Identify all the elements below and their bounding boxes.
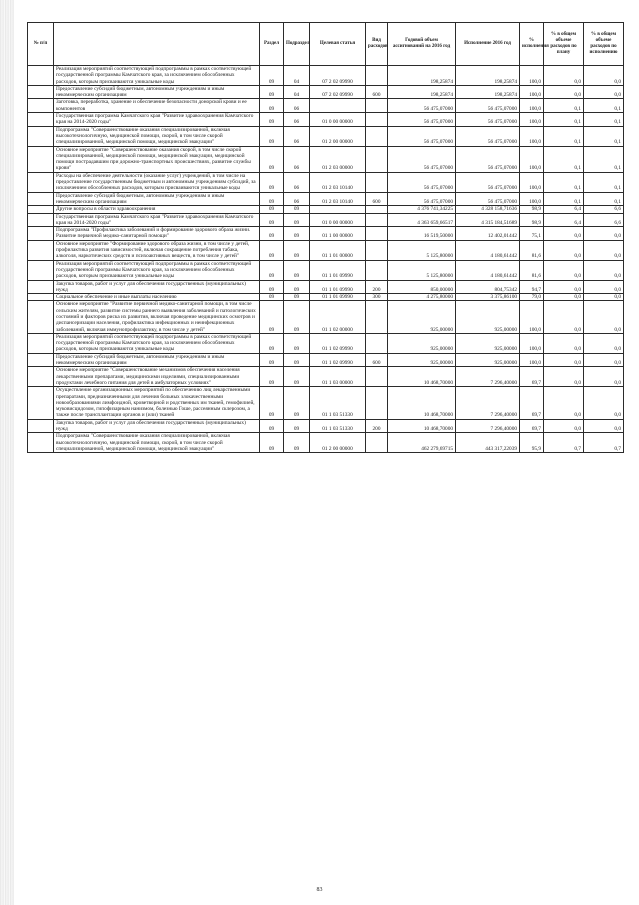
cell-num [28,172,54,192]
cell-podrazdel: 09 [284,206,310,213]
cell-cel: 01 1 01 09990 [310,294,366,301]
cell-share-plan: 0,0 [544,367,584,387]
cell-share-plan: 0,1 [544,172,584,192]
page-number: 83 [316,887,323,893]
cell-ispoln: 4 328 158,71636 [456,206,520,213]
cell-plan: 4 363 659,66517 [388,213,456,227]
cell-pct: 100,0 [520,113,544,127]
cell-pct: 69,7 [520,387,544,419]
cell-razdel: 09 [260,192,284,206]
cell-name: Осуществление организационных мероприятий по обеспечению лиц лекарственными препаратами, предназначенными для лечения больных злокачественными новообразованиями лимфоидной, кроветворной и родственных им тканей, гемофилией, муковисцидозом, гипофизарным нанизмом, болезнью Гоше, рассеянным склерозом, а также после трансплантации органов и (или) тканей [54,387,260,419]
cell-name: Реализация мероприятий соответствующей подпрограммы в рамках соответствующей государственной программы Камчатского края, за исключением обособленных расходов, которым присваиваются уникальные коды [54,66,260,86]
cell-num [28,126,54,146]
col-header-vid: Вид расходов [366,23,388,66]
cell-ispoln: 925,00000 [456,353,520,367]
cell-cel: 01 2 03 00000 [310,146,366,172]
cell-name: Основное мероприятие "Формирование здорового образа жизни, в том числе у детей, профилактика развития зависимостей, включая сокращение потребления табака, алкоголя, наркотических средств и психоактивных веществ, в том числе у детей" [54,240,260,260]
cell-razdel: 09 [260,280,284,294]
cell-share-fact: 0,0 [584,66,624,86]
cell-ispoln: 925,00000 [456,333,520,353]
table-body [28,66,624,453]
cell-name: Другие вопросы в области здравоохранения [54,206,260,213]
cell-pct: 98,9 [520,206,544,213]
cell-razdel: 09 [260,85,284,99]
cell-ispoln: 3 375,86100 [456,294,520,301]
cell-ispoln: 198,25874 [456,66,520,86]
cell-pct: 75,1 [520,227,544,241]
cell-cel: 01 1 02 00000 [310,301,366,333]
cell-plan: 10 468,70000 [388,419,456,433]
cell-cel: 01 2 03 10140 [310,172,366,192]
cell-ispoln: 56 475,07000 [456,172,520,192]
cell-plan: 10 468,70000 [388,387,456,419]
cell-plan: 198,25874 [388,85,456,99]
cell-num [28,113,54,127]
table-row [28,433,624,453]
cell-ispoln: 12 402,01442 [456,227,520,241]
cell-razdel: 09 [260,333,284,353]
table-row [28,85,624,99]
cell-vid [366,172,388,192]
cell-vid: 600 [366,85,388,99]
cell-share-fact: 0,1 [584,146,624,172]
cell-podrazdel: 04 [284,85,310,99]
cell-name: Расходы на обеспечение деятельности (оказание услуг) учреждений, в том числе на предоставление государственным бюджетным и автономным учреждениям субсидий, за исключением обособленных расходов, которым присваиваются уникальные коды [54,172,260,192]
cell-pct: 94,7 [520,280,544,294]
table-row [28,333,624,353]
cell-vid: 200 [366,280,388,294]
cell-pct: 95,9 [520,433,544,453]
cell-vid [366,146,388,172]
cell-num [28,227,54,241]
table-row [28,387,624,419]
cell-num [28,146,54,172]
cell-plan: 56 475,07000 [388,172,456,192]
cell-razdel: 09 [260,419,284,433]
cell-razdel: 09 [260,433,284,453]
cell-vid [366,333,388,353]
cell-share-plan: 0,0 [544,419,584,433]
cell-ispoln: 804,75342 [456,280,520,294]
col-header-plan: Годовой объем ассигнований на 2016 год [388,23,456,66]
cell-podrazdel: 09 [284,294,310,301]
cell-ispoln: 443 317,22039 [456,433,520,453]
cell-share-plan: 0,0 [544,353,584,367]
cell-vid [366,301,388,333]
cell-num [28,333,54,353]
cell-pct: 100,0 [520,301,544,333]
cell-plan: 16 519,50000 [388,227,456,241]
table-row [28,66,624,86]
cell-ispoln: 7 296,40000 [456,419,520,433]
table-row [28,126,624,146]
cell-plan: 4 376 741,34225 [388,206,456,213]
cell-razdel: 09 [260,301,284,333]
cell-vid [366,240,388,260]
table-row [28,146,624,172]
cell-share-plan: 0,0 [544,280,584,294]
cell-razdel: 09 [260,367,284,387]
table-row [28,294,624,301]
cell-share-plan: 0,0 [544,294,584,301]
cell-pct: 81,6 [520,240,544,260]
table-row [28,213,624,227]
cell-ispoln: 56 475,07000 [456,113,520,127]
cell-num [28,367,54,387]
cell-ispoln: 7 296,40000 [456,387,520,419]
cell-name: Подпрограмма "Совершенствование оказания специализированной, включая высокотехнологичную, медицинской помощи, скорой, в том числе скорой специализированной, медицинской помощи, медицинской эвакуации" [54,433,260,453]
cell-plan: 5 125,80000 [388,240,456,260]
cell-num [28,280,54,294]
cell-podrazdel: 06 [284,172,310,192]
cell-pct: 100,0 [520,66,544,86]
table-row [28,192,624,206]
cell-num [28,301,54,333]
cell-podrazdel: 04 [284,66,310,86]
cell-share-plan: 0,1 [544,113,584,127]
cell-ispoln: 4 315 184,51689 [456,213,520,227]
table-row [28,172,624,192]
cell-ispoln: 56 475,07000 [456,192,520,206]
cell-podrazdel: 09 [284,419,310,433]
cell-share-fact: 0,1 [584,192,624,206]
cell-name: Основное мероприятие "Совершенствование оказания скорой, в том числе скорой специализированной, медицинской помощи, медицинской эвакуации, медицинской помощи пострадавшим при дорожно-транспортных происшествиях, развитие службы крови" [54,146,260,172]
cell-plan: 925,00000 [388,301,456,333]
cell-razdel: 09 [260,146,284,172]
cell-plan: 925,00000 [388,353,456,367]
cell-podrazdel: 09 [284,333,310,353]
cell-name: Реализация мероприятий соответствующей подпрограммы в рамках соответствующей государственной программы Камчатского края, за исключением обособленных расходов, которым присваиваются уникальные коды [54,333,260,353]
cell-num [28,294,54,301]
cell-podrazdel: 06 [284,146,310,172]
cell-vid [366,66,388,86]
cell-podrazdel: 09 [284,280,310,294]
col-header-razdel: Раздел [260,23,284,66]
cell-ispoln: 198,25874 [456,85,520,99]
cell-ispoln: 7 296,40000 [456,367,520,387]
cell-num [28,260,54,280]
table-row [28,367,624,387]
cell-pct: 100,0 [520,172,544,192]
cell-razdel: 09 [260,294,284,301]
cell-podrazdel: 06 [284,113,310,127]
cell-cel: 01 0 00 00000 [310,213,366,227]
cell-cel: 01 1 01 00000 [310,240,366,260]
cell-cel: 01 1 02 09990 [310,353,366,367]
cell-plan: 10 468,70000 [388,367,456,387]
cell-cel: 01 2 03 10140 [310,192,366,206]
budget-table [27,22,624,453]
table-header-row [28,23,624,66]
cell-share-plan: 0,1 [544,99,584,113]
cell-cel [310,206,366,213]
cell-share-fact: 0,0 [584,240,624,260]
cell-share-fact: 0,0 [584,387,624,419]
col-header-podrazdel: Подраздел [284,23,310,66]
cell-share-fact: 0,0 [584,294,624,301]
cell-name: Реализация мероприятий соответствующей подпрограммы в рамках соответствующей государственной программы Камчатского края, за исключением обособленных расходов, которым присваиваются уникальные коды [54,260,260,280]
cell-cel: 07 2 02 09990 [310,85,366,99]
cell-cel: 01 1 02 09990 [310,333,366,353]
cell-podrazdel: 09 [284,260,310,280]
cell-share-plan: 0,0 [544,85,584,99]
cell-pct: 69,7 [520,367,544,387]
col-header-share-plan: % в общем объеме расходов по плану [544,23,584,66]
cell-cel: 01 1 00 00000 [310,227,366,241]
cell-pct: 100,0 [520,192,544,206]
col-header-cel: Целевая статья [310,23,366,66]
cell-razdel: 09 [260,227,284,241]
cell-num [28,99,54,113]
col-header-name [54,23,260,66]
col-header-share-fact: % в общем объеме расходов по исполнению [584,23,624,66]
cell-num [28,192,54,206]
cell-pct: 81,6 [520,260,544,280]
cell-ispoln: 925,00000 [456,301,520,333]
cell-ispoln: 4 180,61442 [456,260,520,280]
col-header-pct: % исполнения [520,23,544,66]
cell-num [28,387,54,419]
cell-share-fact: 0,0 [584,85,624,99]
cell-name: Закупка товаров, работ и услуг для обеспечения государственных (муниципальных) нужд [54,280,260,294]
cell-podrazdel: 09 [284,213,310,227]
cell-num [28,240,54,260]
cell-vid: 300 [366,294,388,301]
cell-vid [366,113,388,127]
cell-razdel: 09 [260,126,284,146]
col-header-ispoln: Исполнение 2016 год [456,23,520,66]
cell-pct: 100,0 [520,99,544,113]
cell-share-fact: 0,1 [584,126,624,146]
cell-share-plan: 0,0 [544,66,584,86]
cell-share-fact: 0,0 [584,367,624,387]
cell-share-plan: 6,4 [544,213,584,227]
cell-plan: 56 475,07000 [388,113,456,127]
cell-share-fact: 0,1 [584,172,624,192]
cell-razdel: 09 [260,113,284,127]
cell-cel: 01 1 03 51330 [310,387,366,419]
cell-name: Государственная программа Камчатского края "Развитие здравоохранения Камчатского края на 2014-2020 годы" [54,213,260,227]
cell-cel: 01 2 00 00000 [310,126,366,146]
cell-vid: 600 [366,192,388,206]
cell-num [28,66,54,86]
cell-razdel: 09 [260,353,284,367]
cell-plan: 56 475,07000 [388,146,456,172]
cell-cel: 01 1 03 51330 [310,419,366,433]
table-row [28,260,624,280]
cell-share-fact: 0,0 [584,260,624,280]
cell-name: Предоставление субсидий бюджетным, автономным учреждениям и иным некоммерческим организациям [54,192,260,206]
cell-name: Заготовка, переработка, хранение и обеспечение безопасности донорской крови и ее компонентов [54,99,260,113]
cell-plan: 56 475,07000 [388,99,456,113]
cell-share-plan: 0,0 [544,387,584,419]
cell-podrazdel: 06 [284,126,310,146]
table-row [28,301,624,333]
cell-ispoln: 56 475,07000 [456,99,520,113]
table-row [28,419,624,433]
cell-pct: 100,0 [520,333,544,353]
cell-share-fact: 0,0 [584,301,624,333]
cell-plan: 925,00000 [388,333,456,353]
cell-vid [366,367,388,387]
cell-name: Закупка товаров, работ и услуг для обеспечения государственных (муниципальных) нужд [54,419,260,433]
cell-share-plan: 0,0 [544,240,584,260]
cell-name: Основное мероприятие "Развитие первичной медико-санитарной помощи, в том числе сельским жителям, развитие системы раннего выявления заболеваний и патологических состояний и факторов риска их развития, включая проведение медицинских осмотров и диспансеризации населения, профилактика инфекционных и неинфекционных заболеваний, включая иммунопрофилактику, в том числе у детей" [54,301,260,333]
cell-plan: 198,25874 [388,66,456,86]
cell-share-fact: 0,0 [584,227,624,241]
cell-podrazdel: 09 [284,353,310,367]
cell-pct: 79,0 [520,294,544,301]
cell-plan: 5 125,80000 [388,260,456,280]
cell-cel: 01 2 00 00000 [310,433,366,453]
cell-name: Государственная программа Камчатского края "Развитие здравоохранения Камчатского края на 2014-2020 годы" [54,113,260,127]
cell-share-fact: 0,7 [584,433,624,453]
cell-podrazdel: 06 [284,99,310,113]
cell-share-plan: 0,1 [544,192,584,206]
table-row [28,353,624,367]
cell-plan: 56 475,07000 [388,126,456,146]
cell-ispoln: 56 475,07000 [456,126,520,146]
cell-podrazdel: 09 [284,240,310,260]
cell-num [28,353,54,367]
table-row [28,280,624,294]
cell-share-plan: 0,0 [544,333,584,353]
cell-share-fact: 0,0 [584,353,624,367]
cell-plan: 4 275,80000 [388,294,456,301]
cell-pct: 100,0 [520,85,544,99]
table-row [28,206,624,213]
cell-share-fact: 0,0 [584,333,624,353]
cell-share-plan: 0,0 [544,260,584,280]
cell-name: Социальное обеспечение и иные выплаты населению [54,294,260,301]
cell-share-fact: 6,6 [584,206,624,213]
cell-podrazdel: 09 [284,387,310,419]
cell-pct: 98,9 [520,213,544,227]
cell-plan: 850,00000 [388,280,456,294]
cell-name: Основное мероприятие "Совершенствование механизмов обеспечения населения лекарственными препаратами, медицинскими изделиями, специализированными продуктами лечебного питания для детей в амбулаторных условиях" [54,367,260,387]
cell-razdel: 09 [260,66,284,86]
cell-cel: 01 1 03 00000 [310,367,366,387]
cell-plan: 462 279,69715 [388,433,456,453]
cell-razdel: 09 [260,99,284,113]
cell-share-plan: 0,1 [544,146,584,172]
cell-vid [366,213,388,227]
cell-ispoln: 4 180,61442 [456,240,520,260]
cell-razdel: 09 [260,172,284,192]
cell-share-fact: 0,1 [584,99,624,113]
cell-vid: 200 [366,419,388,433]
cell-num [28,213,54,227]
cell-share-plan: 0,0 [544,301,584,333]
cell-share-plan: 0,0 [544,227,584,241]
cell-name: Подпрограмма "Совершенствование оказания специализированной, включая высокотехнологичную, медицинской помощи, скорой, в том числе скорой специализированной, медицинской помощи, медицинской эвакуации" [54,126,260,146]
cell-name: Предоставление субсидий бюджетным, автономным учреждениям и иным некоммерческим организациям [54,353,260,367]
cell-podrazdel: 09 [284,301,310,333]
cell-razdel: 09 [260,260,284,280]
cell-pct: 100,0 [520,126,544,146]
cell-vid [366,387,388,419]
cell-share-plan: 0,1 [544,126,584,146]
cell-cel: 01 0 00 00000 [310,113,366,127]
cell-vid [366,433,388,453]
table-row [28,99,624,113]
cell-pct: 69,7 [520,419,544,433]
cell-vid [366,99,388,113]
cell-num [28,433,54,453]
cell-razdel: 09 [260,240,284,260]
cell-cel [310,99,366,113]
cell-share-fact: 0,1 [584,113,624,127]
col-header-num: № п/п [28,23,54,66]
cell-razdel: 09 [260,206,284,213]
cell-cel: 01 1 01 09990 [310,260,366,280]
cell-share-fact: 6,6 [584,213,624,227]
cell-share-fact: 0,0 [584,419,624,433]
cell-name: Подпрограмма "Профилактика заболеваний и формирование здорового образа жизни. Развитие первичной медико-санитарной помощи" [54,227,260,241]
cell-num [28,85,54,99]
cell-num [28,419,54,433]
cell-share-plan: 6,4 [544,206,584,213]
cell-plan: 56 475,07000 [388,192,456,206]
cell-ispoln: 56 475,07000 [456,146,520,172]
cell-vid: 600 [366,353,388,367]
table-row [28,113,624,127]
cell-cel: 07 2 02 09990 [310,66,366,86]
cell-share-fact: 0,0 [584,280,624,294]
cell-podrazdel: 09 [284,433,310,453]
cell-vid [366,227,388,241]
cell-podrazdel: 06 [284,192,310,206]
cell-razdel: 09 [260,387,284,419]
cell-podrazdel: 09 [284,227,310,241]
cell-vid [366,260,388,280]
cell-cel: 01 1 01 09990 [310,280,366,294]
scan-edge-strip [0,0,14,905]
cell-vid [366,206,388,213]
cell-podrazdel: 09 [284,367,310,387]
cell-pct: 100,0 [520,146,544,172]
cell-vid [366,126,388,146]
cell-pct: 100,0 [520,353,544,367]
cell-name: Предоставление субсидий бюджетным, автономным учреждениям и иным некоммерческим организациям [54,85,260,99]
table-row [28,240,624,260]
cell-num [28,206,54,213]
cell-razdel: 09 [260,213,284,227]
cell-share-plan: 0,7 [544,433,584,453]
table-row [28,227,624,241]
